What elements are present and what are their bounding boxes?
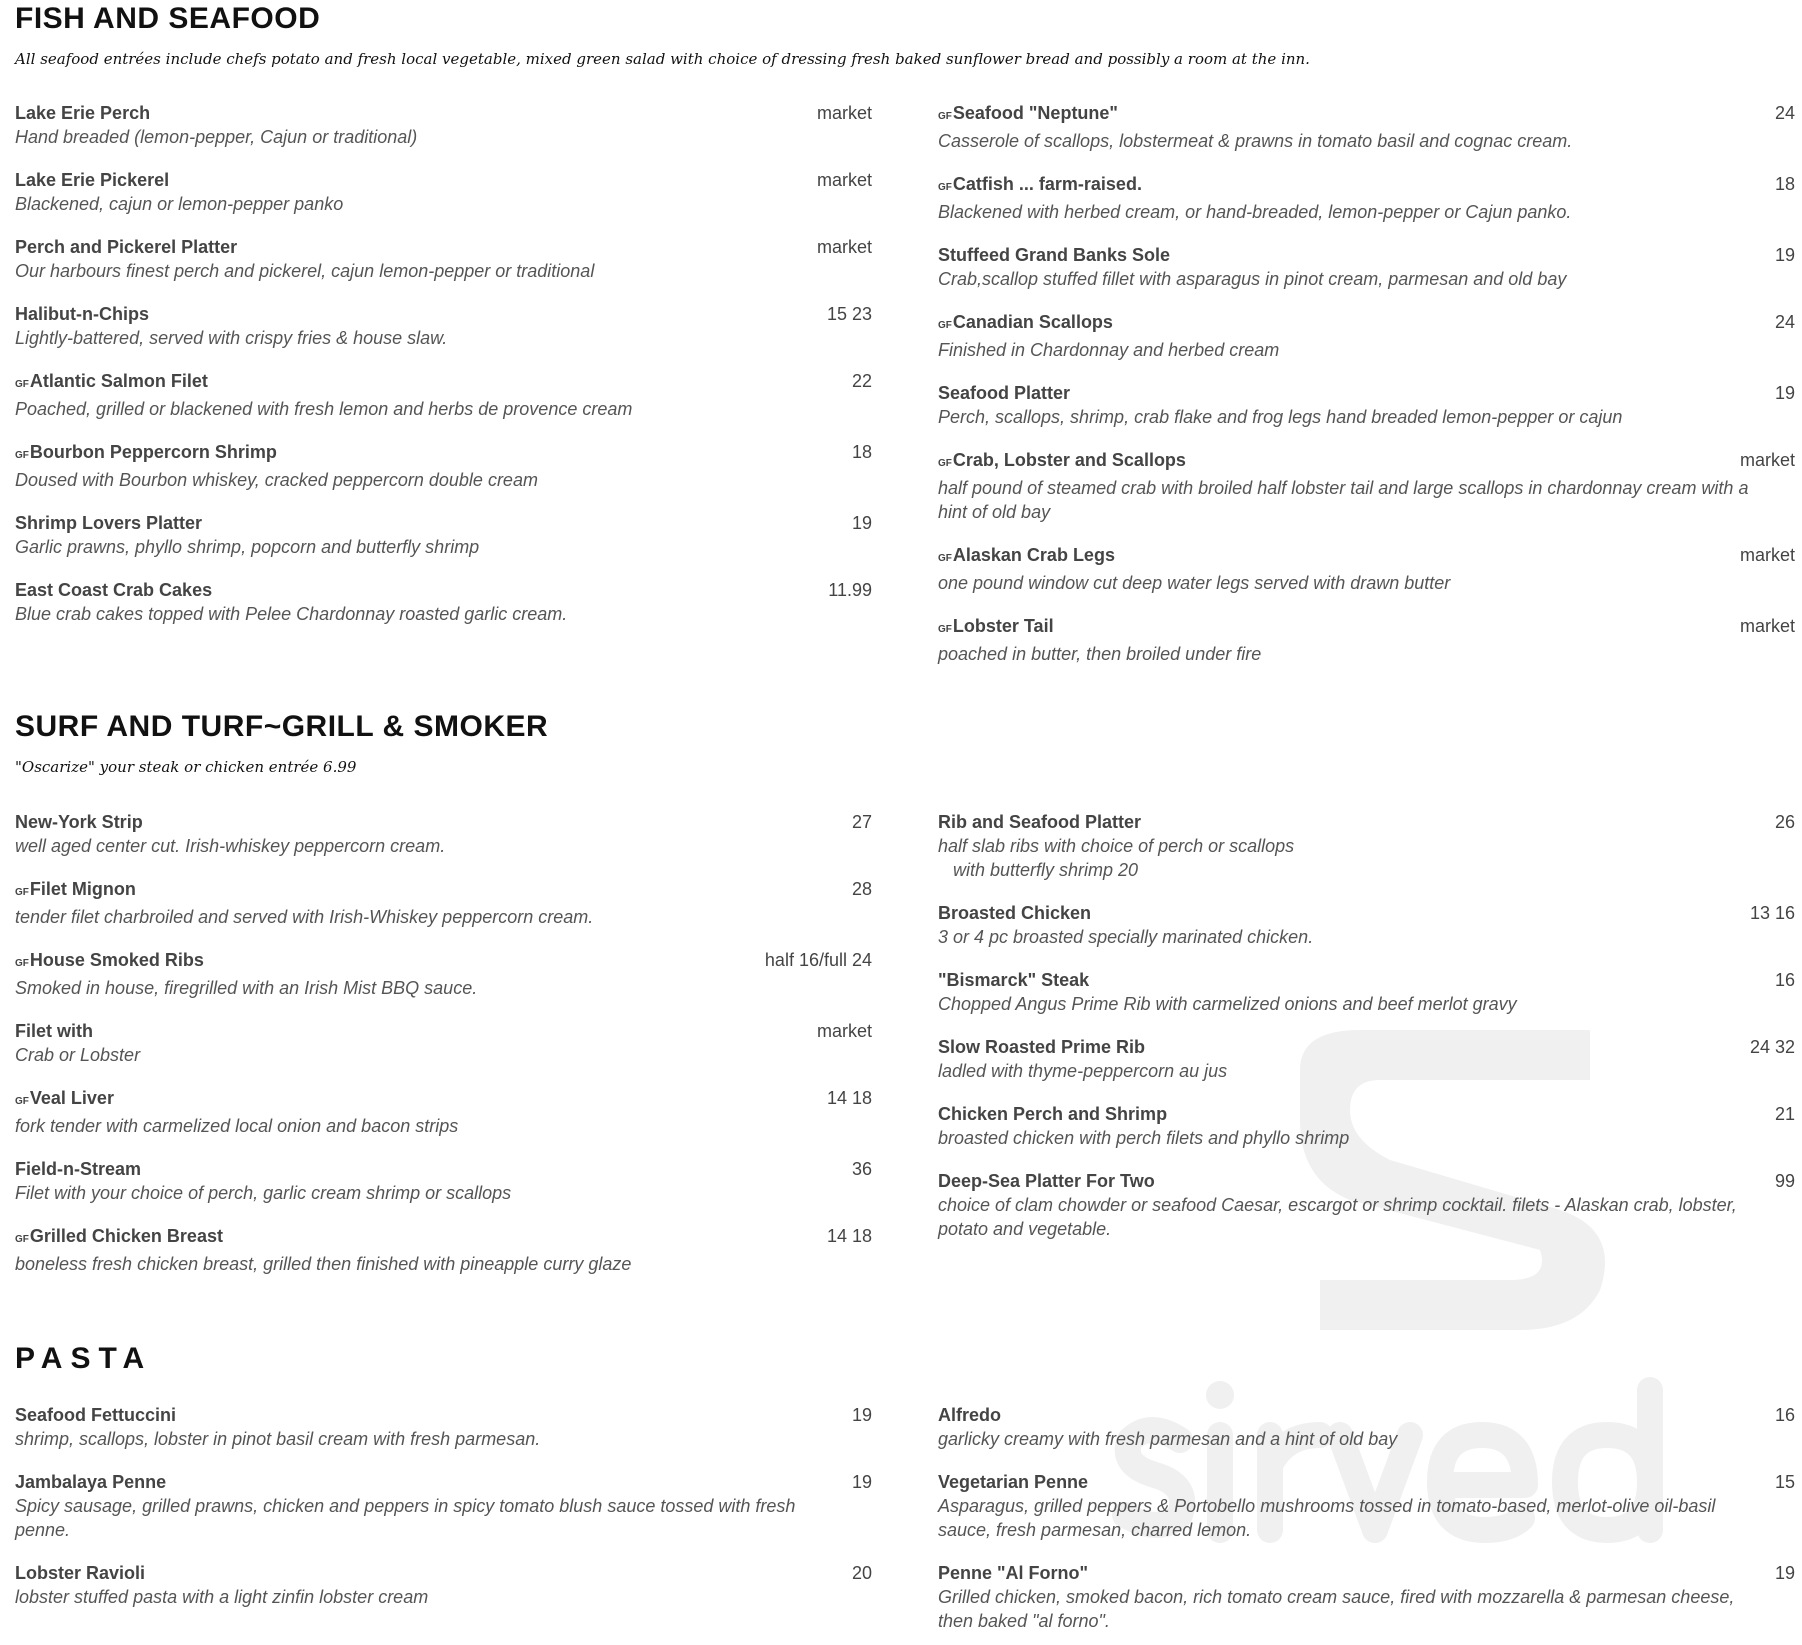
item-description: Asparagus, grilled peppers & Portobello mushrooms tossed in tomato-based, merlot-olive oil-basil sauce, fresh parmesan, charred lemon.: [938, 1496, 1716, 1540]
item-description: well aged center cut. Irish-whiskey peppercorn cream.: [15, 836, 446, 856]
item-description: lobster stuffed pasta with a light zinfin lobster cream: [15, 1587, 429, 1607]
item-price: 13 16: [1749, 903, 1795, 923]
item-price: market: [816, 170, 872, 190]
item-description-extra: with butterfly shrimp 20: [953, 860, 1139, 880]
item-name: "Bismarck" Steak: [938, 970, 1090, 990]
item-name: Rib and Seafood Platter: [938, 812, 1142, 832]
item-description: poached in butter, then broiled under fire: [938, 644, 1262, 664]
item-price: 19: [851, 1472, 872, 1492]
menu-item: [938, 1035, 1795, 1083]
item-price: 19: [1774, 383, 1795, 403]
menu-item: [15, 810, 872, 858]
section-title: FISH AND SEAFOOD: [15, 2, 321, 35]
item-price: 24: [1774, 103, 1795, 123]
item-name-line: [938, 310, 1795, 338]
item-description: Perch, scallops, shrimp, crab flake and frog legs hand breaded lemon-pepper or cajun: [938, 407, 1623, 427]
item-price: 19: [1774, 1563, 1795, 1583]
item-price: 14 18: [826, 1226, 872, 1246]
menu-item: [938, 901, 1795, 949]
item-price: 15 23: [826, 304, 872, 324]
item-name-line: [15, 1157, 872, 1181]
menu-item: [938, 448, 1795, 524]
item-name-line: [938, 1169, 1795, 1193]
item-description: Casserole of scallops, lobstermeat & prawns in tomato basil and cognac cream.: [938, 131, 1573, 151]
item-name: Filet with: [15, 1021, 93, 1041]
item-name: Lake Erie Pickerel: [15, 170, 170, 190]
item-name: Seafood Platter: [938, 383, 1071, 403]
item-price: 20: [851, 1563, 872, 1583]
item-name-line: [15, 235, 872, 259]
item-name: Broasted Chicken: [938, 903, 1092, 923]
item-price: 19: [851, 1405, 872, 1425]
item-price: market: [1739, 450, 1795, 470]
item-name: House Smoked Ribs: [29, 950, 204, 970]
menu-item: [15, 302, 872, 350]
item-name: Bourbon Peppercorn Shrimp: [29, 442, 277, 462]
item-name: Grilled Chicken Breast: [29, 1226, 223, 1246]
item-name: Field-n-Stream: [15, 1159, 142, 1179]
item-name-line: [15, 877, 872, 905]
item-name: Alaskan Crab Legs: [952, 545, 1115, 565]
item-price: market: [816, 1021, 872, 1041]
item-name: Lobster Ravioli: [15, 1563, 146, 1583]
item-name-line: [15, 168, 872, 192]
item-price: 11.99: [828, 580, 872, 600]
item-price: 16: [1774, 970, 1795, 990]
item-name-line: [15, 440, 872, 468]
item-name: Catfish ... farm-raised.: [952, 174, 1142, 194]
gluten-free-badge: GF: [15, 1096, 29, 1107]
item-description: garlicky creamy with fresh parmesan and a hint of old bay: [938, 1429, 1398, 1449]
item-name-line: [15, 1019, 872, 1043]
menu-item: [15, 511, 872, 559]
item-name-line: [15, 369, 872, 397]
item-name-line: [938, 1403, 1795, 1427]
item-name-line: [938, 101, 1795, 129]
item-description: Our harbours finest perch and pickerel, cajun lemon-pepper or traditional: [15, 261, 595, 281]
gluten-free-badge: GF: [938, 320, 952, 331]
item-price: 14 18: [826, 1088, 872, 1108]
item-description: Grilled chicken, smoked bacon, rich tomato cream sauce, fired with mozzarella & parmesan cheese, then baked "al forno".: [938, 1587, 1735, 1631]
item-name-line: [15, 810, 872, 834]
item-description: Chopped Angus Prime Rib with carmelized onions and beef merlot gravy: [938, 994, 1517, 1014]
item-description: Crab or Lobster: [15, 1045, 141, 1065]
menu-item: [938, 1561, 1795, 1633]
item-name-line: [15, 578, 872, 602]
menu-item: [15, 1403, 872, 1451]
item-name: Seafood "Neptune": [952, 103, 1118, 123]
section-title: PASTA: [15, 1342, 153, 1375]
item-price: market: [816, 237, 872, 257]
gluten-free-badge: GF: [15, 1234, 29, 1245]
item-name-line: [938, 381, 1795, 405]
gluten-free-badge: GF: [15, 379, 29, 390]
menu-item: [15, 1470, 872, 1542]
item-description: Poached, grilled or blackened with fresh lemon and herbs de provence cream: [15, 399, 633, 419]
item-name-line: [938, 614, 1795, 642]
item-price: 28: [851, 879, 872, 899]
menu-item: [15, 1157, 872, 1205]
item-description: Doused with Bourbon whiskey, cracked peppercorn double cream: [15, 470, 538, 490]
item-name-line: [938, 810, 1795, 834]
gluten-free-badge: GF: [15, 958, 29, 969]
item-name-line: [938, 1102, 1795, 1126]
menu-item: [15, 440, 872, 492]
item-price: 19: [1774, 245, 1795, 265]
item-price: 18: [851, 442, 872, 462]
item-price: 19: [851, 513, 872, 533]
item-name: Stuffeed Grand Banks Sole: [938, 245, 1171, 265]
item-price: market: [816, 103, 872, 123]
item-description: boneless fresh chicken breast, grilled then finished with pineapple curry glaze: [15, 1254, 632, 1274]
gluten-free-badge: GF: [15, 887, 29, 898]
item-price: market: [1739, 616, 1795, 636]
item-name-line: [938, 901, 1795, 925]
item-price: 22: [851, 371, 872, 391]
item-description: choice of clam chowder or seafood Caesar, escargot or shrimp cocktail. filets - Alaskan crab, lobster, potato and vegetable.: [938, 1195, 1737, 1239]
item-price: market: [1739, 545, 1795, 565]
item-description: Spicy sausage, grilled prawns, chicken and peppers in spicy tomato blush sauce tossed with fresh penne.: [15, 1496, 796, 1540]
menu-item: [938, 810, 1795, 882]
menu-item: [938, 614, 1795, 666]
item-description: Finished in Chardonnay and herbed cream: [938, 340, 1280, 360]
item-name: Veal Liver: [29, 1088, 114, 1108]
item-name: Slow Roasted Prime Rib: [938, 1037, 1146, 1057]
menu-item: [938, 381, 1795, 429]
item-description: Hand breaded (lemon-pepper, Cajun or traditional): [15, 127, 418, 147]
item-description: Blue crab cakes topped with Pelee Chardonnay roasted garlic cream.: [15, 604, 568, 624]
menu-item: [15, 1224, 872, 1276]
menu-item: [15, 578, 872, 626]
item-name-line: [938, 968, 1795, 992]
item-name: Penne "Al Forno": [938, 1563, 1089, 1583]
item-name-line: [15, 1561, 872, 1585]
item-description: ladled with thyme-peppercorn au jus: [938, 1061, 1228, 1081]
section-subtitle: All seafood entrées include chefs potato and fresh local vegetable, mixed green salad with choice of dressing fresh baked sunflower bread and possibly a room at the inn.: [15, 50, 1310, 68]
menu-item: [938, 1169, 1795, 1241]
menu-item: [15, 877, 872, 929]
menu-item: [15, 369, 872, 421]
gluten-free-badge: GF: [938, 111, 952, 122]
item-description: half slab ribs with choice of perch or scallops: [938, 836, 1295, 856]
item-price: half 16/full 24: [764, 950, 872, 970]
item-description: 3 or 4 pc broasted specially marinated chicken.: [938, 927, 1314, 947]
item-price: 36: [851, 1159, 872, 1179]
item-name-line: [938, 172, 1795, 200]
item-name: Canadian Scallops: [952, 312, 1113, 332]
item-description: fork tender with carmelized local onion and bacon strips: [15, 1116, 459, 1136]
menu-item: [15, 948, 872, 1000]
menu-item: [938, 310, 1795, 362]
item-name-line: [15, 302, 872, 326]
item-description: broasted chicken with perch filets and phyllo shrimp: [938, 1128, 1350, 1148]
item-name-line: [938, 1470, 1795, 1494]
item-description: one pound window cut deep water legs served with drawn butter: [938, 573, 1451, 593]
item-name: Halibut-n-Chips: [15, 304, 149, 324]
section-surf-and-turf: [15, 710, 1795, 1310]
item-description: half pound of steamed crab with broiled half lobster tail and large scallops in chardonnay cream with a hint of old bay: [938, 478, 1749, 522]
item-name-line: [938, 1035, 1795, 1059]
item-description: Smoked in house, firegrilled with an Irish Mist BBQ sauce.: [15, 978, 478, 998]
menu-item: [15, 168, 872, 216]
gluten-free-badge: GF: [938, 553, 952, 564]
item-name: New-York Strip: [15, 812, 143, 832]
item-name: Shrimp Lovers Platter: [15, 513, 203, 533]
item-name-line: [938, 543, 1795, 571]
item-name-line: [15, 1086, 872, 1114]
item-name: Seafood Fettuccini: [15, 1405, 177, 1425]
item-name-line: [938, 448, 1795, 476]
section-pasta: [15, 1342, 1795, 1642]
gluten-free-badge: GF: [938, 624, 952, 635]
item-name-line: [15, 1403, 872, 1427]
menu-item: [938, 1470, 1795, 1542]
item-name: Filet Mignon: [29, 879, 136, 899]
item-price: 24 32: [1749, 1037, 1795, 1057]
gluten-free-badge: GF: [15, 450, 29, 461]
item-price: 18: [1774, 174, 1795, 194]
item-name-line: [15, 1224, 872, 1252]
item-price: 27: [851, 812, 872, 832]
menu-item: [938, 543, 1795, 595]
item-name: Perch and Pickerel Platter: [15, 237, 238, 257]
menu-item: [938, 101, 1795, 153]
item-description: Filet with your choice of perch, garlic cream shrimp or scallops: [15, 1183, 512, 1203]
item-name-line: [938, 1561, 1795, 1585]
item-name: Deep-Sea Platter For Two: [938, 1171, 1155, 1191]
item-name-line: [15, 511, 872, 535]
item-name: Lake Erie Perch: [15, 103, 151, 123]
item-name: Atlantic Salmon Filet: [29, 371, 208, 391]
item-name-line: [15, 1470, 872, 1494]
item-description: Lightly-battered, served with crispy fries & house slaw.: [15, 328, 448, 348]
item-name: Lobster Tail: [952, 616, 1054, 636]
item-name: Chicken Perch and Shrimp: [938, 1104, 1168, 1124]
menu-item: [15, 1561, 872, 1609]
section-title: SURF AND TURF~GRILL & SMOKER: [15, 710, 549, 743]
item-description: Crab,scallop stuffed fillet with asparagus in pinot cream, parmesan and old bay: [938, 269, 1567, 289]
item-name: Jambalaya Penne: [15, 1472, 167, 1492]
item-description: Blackened, cajun or lemon-pepper panko: [15, 194, 344, 214]
menu-item: [15, 235, 872, 283]
menu-item: [938, 243, 1795, 291]
item-name: Vegetarian Penne: [938, 1472, 1089, 1492]
item-description: shrimp, scallops, lobster in pinot basil cream with fresh parmesan.: [15, 1429, 541, 1449]
item-description: Garlic prawns, phyllo shrimp, popcorn and butterfly shrimp: [15, 537, 480, 557]
gluten-free-badge: GF: [938, 182, 952, 193]
item-price: 16: [1774, 1405, 1795, 1425]
menu-item: [938, 968, 1795, 1016]
item-description: tender filet charbroiled and served with Irish-Whiskey peppercorn cream.: [15, 907, 594, 927]
item-name: Alfredo: [938, 1405, 1001, 1425]
menu-item: [15, 1086, 872, 1138]
gluten-free-badge: GF: [938, 458, 952, 469]
item-price: 24: [1774, 312, 1795, 332]
menu-item: [15, 101, 872, 149]
item-price: 21: [1774, 1104, 1795, 1124]
item-name: East Coast Crab Cakes: [15, 580, 213, 600]
item-name: Crab, Lobster and Scallops: [952, 450, 1186, 470]
item-description: Blackened with herbed cream, or hand-breaded, lemon-pepper or Cajun panko.: [938, 202, 1572, 222]
menu-item: [938, 1102, 1795, 1150]
section-subtitle: "Oscarize" your steak or chicken entrée 6.99: [15, 758, 357, 776]
item-price: 15: [1774, 1472, 1795, 1492]
section-fish-and-seafood: [15, 2, 1795, 682]
item-name-line: [15, 101, 872, 125]
item-price: 99: [1774, 1171, 1795, 1191]
menu-item: [938, 1403, 1795, 1451]
menu-item: [15, 1019, 872, 1067]
item-price: 26: [1774, 812, 1795, 832]
item-name-line: [938, 243, 1795, 267]
menu-item: [938, 172, 1795, 224]
item-name-line: [15, 948, 872, 976]
